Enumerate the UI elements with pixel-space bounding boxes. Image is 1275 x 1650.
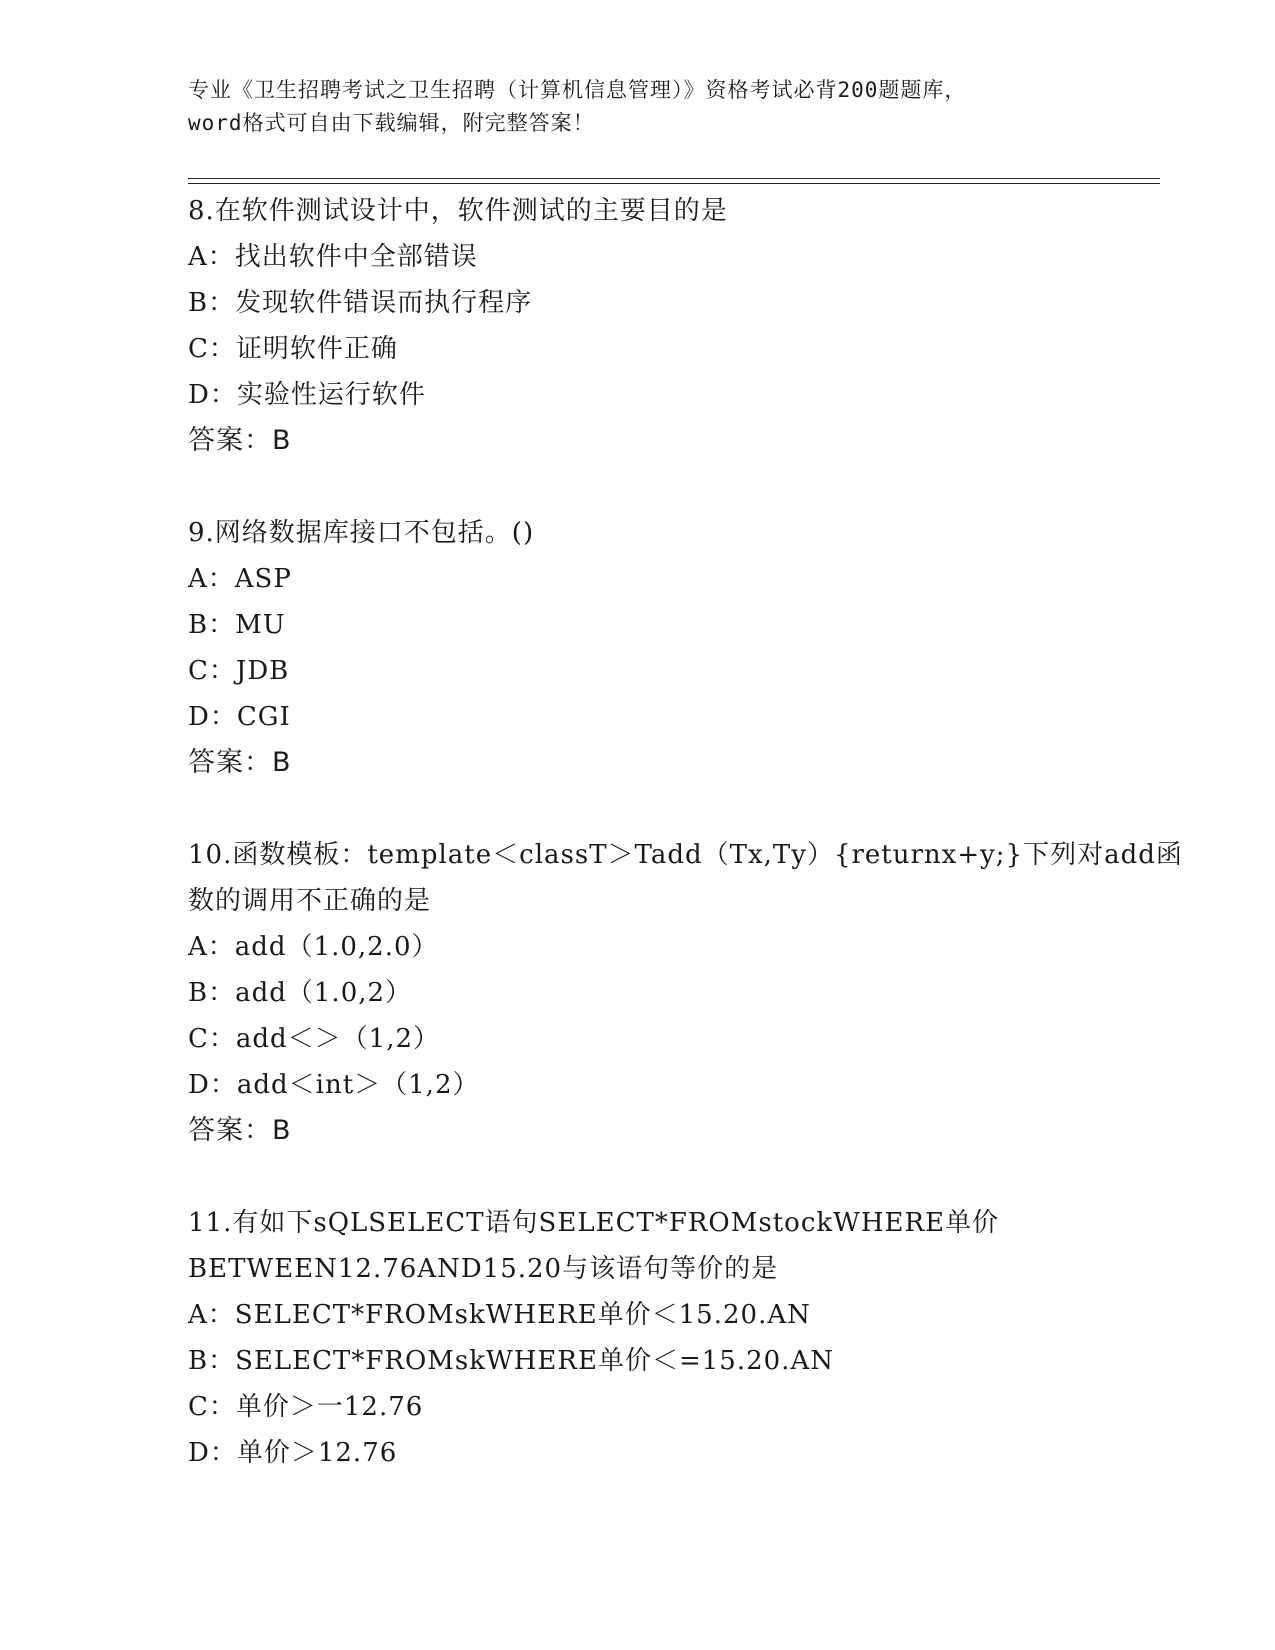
question-9: [188, 510, 1188, 786]
answer-value: B: [272, 425, 292, 456]
option-c: C：JDB: [188, 656, 290, 686]
option-b: B：发现软件错误而执行程序: [188, 288, 533, 318]
option-d: D：实验性运行软件: [188, 380, 426, 410]
option-a: A：SELECT*FROMskWHERE单价＜15.20.AN: [188, 1300, 811, 1330]
option-c: C：add＜＞（1,2）: [188, 1024, 441, 1054]
header-divider-top: [188, 178, 1160, 179]
answer-label: 答案：: [188, 747, 272, 778]
question-text: 8.在软件测试设计中，软件测试的主要目的是: [188, 196, 728, 226]
option-a: A：ASP: [188, 564, 292, 594]
option-d: D：add＜int＞（1,2）: [188, 1070, 480, 1100]
question-text: 9.网络数据库接口不包括。(): [188, 518, 535, 548]
header-divider-bottom: [188, 183, 1160, 184]
question-list: [188, 188, 1188, 1522]
option-a: A：找出软件中全部错误: [188, 242, 478, 272]
question-text: 11.有如下sQLSELECT语句SELECT*FROMstockWHERE单价BETWEEN12.76AND15.20与该语句等价的是: [188, 1208, 1000, 1284]
option-d: D：CGI: [188, 702, 291, 732]
answer-value: B: [272, 1115, 292, 1146]
option-c: C：证明软件正确: [188, 334, 398, 364]
option-c: C：单价＞一12.76: [188, 1392, 424, 1422]
header-line-2: word格式可自由下载编辑，附完整答案！: [188, 111, 595, 135]
question-text: 10.函数模板：template＜classT＞Tadd（Tx,Ty）{returnx+y;}下列对add函数的调用不正确的是: [188, 840, 1183, 916]
question-10: [188, 832, 1188, 1154]
document-header: [188, 74, 1088, 140]
answer: [188, 418, 1188, 464]
header-line-1: 专业《卫生招聘考试之卫生招聘（计算机信息管理）》资格考试必背200题题库，: [188, 78, 967, 102]
answer: [188, 1108, 1188, 1154]
option-b: B：SELECT*FROMskWHERE单价＜=15.20.AN: [188, 1346, 834, 1376]
option-b: B：MU: [188, 610, 286, 640]
option-b: B：add（1.0,2）: [188, 978, 413, 1008]
option-a: A：add（1.0,2.0）: [188, 932, 439, 962]
answer-value: B: [272, 747, 292, 778]
option-d: D：单价＞12.76: [188, 1438, 398, 1468]
answer-label: 答案：: [188, 425, 272, 456]
answer-label: 答案：: [188, 1115, 272, 1146]
answer: [188, 740, 1188, 786]
question-11: [188, 1200, 1188, 1476]
question-8: [188, 188, 1188, 464]
